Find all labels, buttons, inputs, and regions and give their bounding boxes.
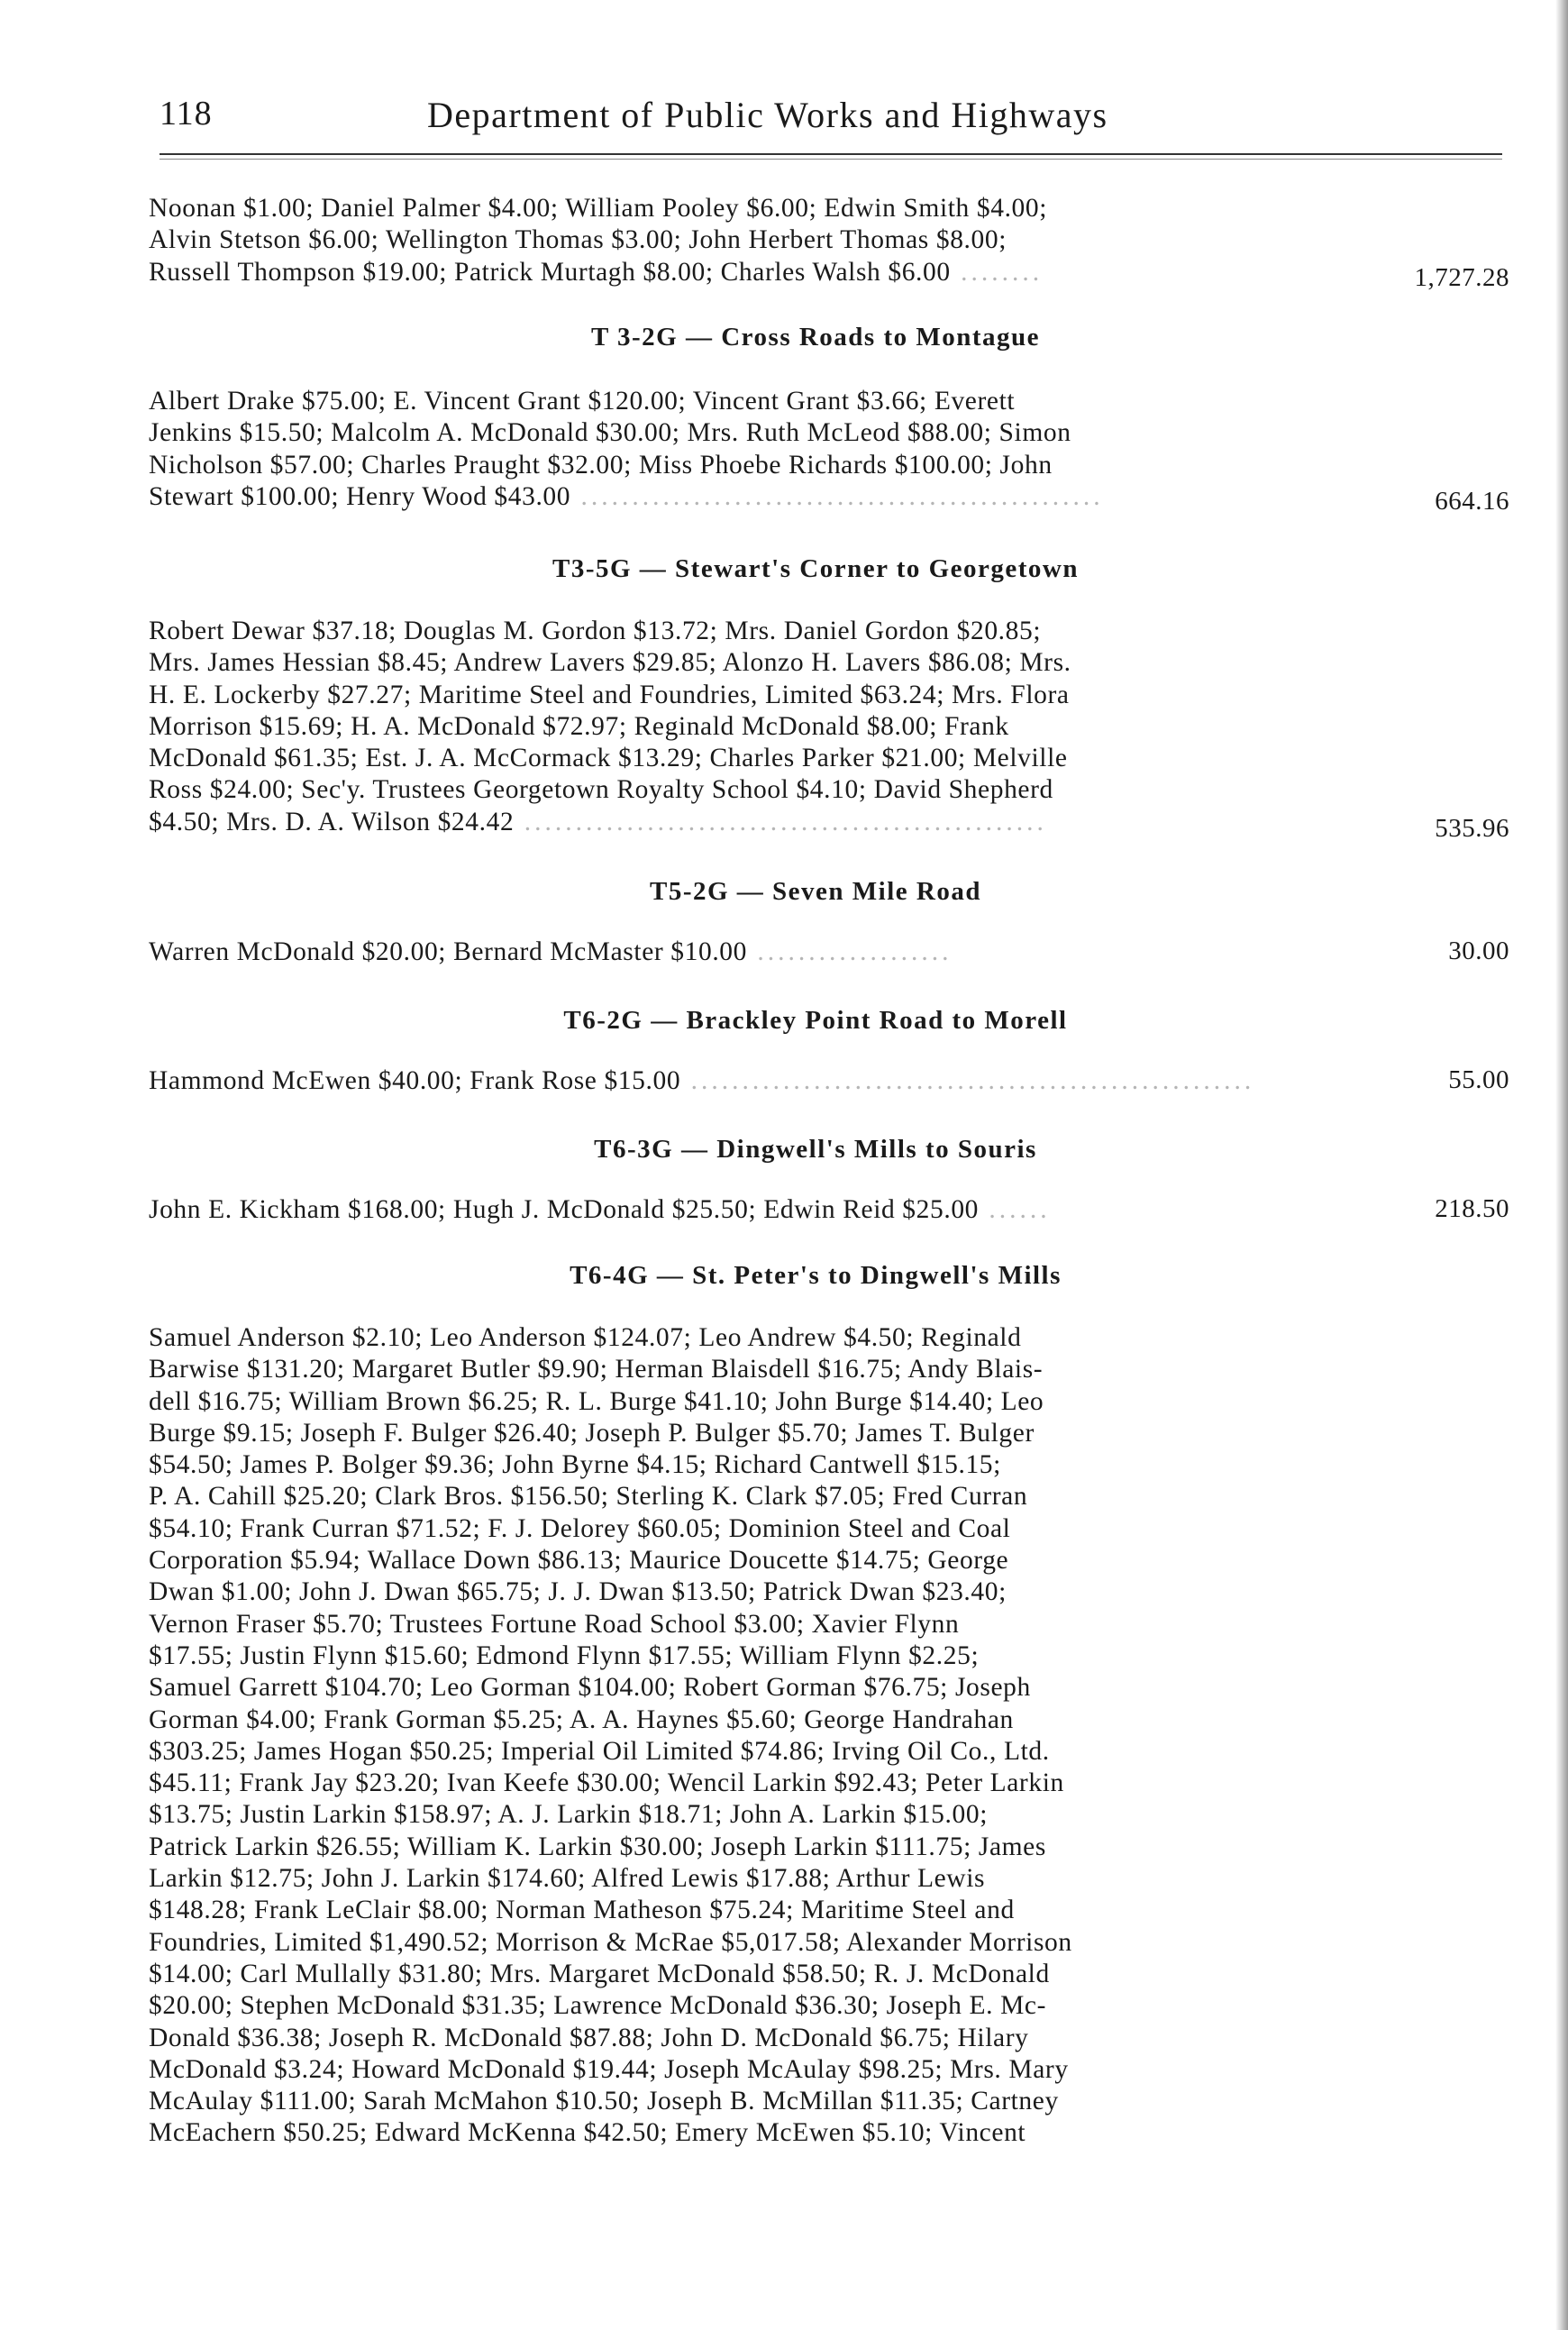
entry-line: $4.50; Mrs. D. A. Wilson $24.42 ................................................... [149, 807, 1047, 836]
page-edge-shadow [1555, 0, 1568, 2330]
entry-line: McEachern $50.25; Edward McKenna $42.50; Emery McEwen $5.10; Vincent [149, 2118, 1026, 2148]
entry-line: P. A. Cahill $25.20; Clark Bros. $156.50; Sterling K. Clark $7.05; Fred Curran [149, 1482, 1028, 1512]
entry-line: Dwan $1.00; John J. Dwan $65.75; J. J. Dwan $13.50; Patrick Dwan $23.40; [149, 1577, 1007, 1607]
entry-line: Russell Thompson $19.00; Patrick Murtagh $8.00; Charles Walsh $6.00 ........ [149, 257, 1044, 287]
section-total: 55.00 [1448, 1065, 1509, 1094]
entry-line: Larkin $12.75; John J. Larkin $174.60; Alfred Lewis $17.88; Arthur Lewis [149, 1864, 986, 1894]
entry-line: $54.50; James P. Bolger $9.36; John Byrne $4.15; Richard Cantwell $15.15; [149, 1450, 1001, 1480]
section-entries [149, 386, 1320, 513]
section-entries [149, 616, 1320, 838]
entry-line: Barwise $131.20; Margaret Butler $9.90; Herman Blaisdell $16.75; Andy Blais- [149, 1355, 1044, 1384]
section-total: 1,727.28 [1414, 263, 1509, 292]
running-title: Department of Public Works and Highways [427, 95, 1108, 135]
entry-line: Ross $24.00; Sec'y. Trustees Georgetown Royalty School $4.10; David Shepherd [149, 775, 1053, 805]
entry-line: Gorman $4.00; Frank Gorman $5.25; A. A. Haynes $5.60; George Handrahan [149, 1704, 1014, 1734]
entry-line: $13.75; Justin Larkin $158.97; A. J. Larkin $18.71; John A. Larkin $15.00; [149, 1800, 988, 1830]
entry-line: Morrison $15.69; H. A. McDonald $72.97; Reginald McDonald $8.00; Frank [149, 711, 1009, 741]
entry-line: Stewart $100.00; Henry Wood $43.00 ................................................... [149, 481, 1104, 511]
section-t6-2g [149, 1006, 1509, 1095]
section-entries [149, 1194, 1320, 1226]
section-t3-2g [149, 323, 1509, 516]
section-t6-4g [149, 1261, 1509, 2148]
entry-line: John E. Kickham $168.00; Hugh J. McDonald $25.50; Edwin Reid $25.00 ...... [149, 1195, 1051, 1224]
section-entries [149, 937, 1320, 968]
entry-line: Mrs. James Hessian $8.45; Andrew Lavers $29.85; Alonzo H. Lavers $86.08; Mrs. [149, 648, 1071, 678]
section-entries [149, 1065, 1320, 1097]
section-entries [149, 1322, 1320, 2150]
page-number: 118 [160, 95, 213, 132]
entry-line: Hammond McEwen $40.00; Frank Rose $15.00 ....................................................... [149, 1066, 1255, 1095]
entry-line: Patrick Larkin $26.55; William K. Larkin $30.00; Joseph Larkin $111.75; James [149, 1832, 1046, 1861]
section-heading: T6-3G — Dingwell's Mills to Souris [594, 1135, 1037, 1164]
page-header [160, 94, 1250, 144]
entry-line: Robert Dewar $37.18; Douglas M. Gordon $13.72; Mrs. Daniel Gordon $20.85; [149, 617, 1042, 645]
entry-line: Albert Drake $75.00; E. Vincent Grant $120.00; Vincent Grant $3.66; Everett [149, 387, 1016, 416]
entry-line: Warren McDonald $20.00; Bernard McMaster $10.00 ................... [149, 937, 953, 966]
entry-line: Jenkins $15.50; Malcolm A. McDonald $30.00; Mrs. Ruth McLeod $88.00; Simon [149, 418, 1071, 448]
section-entries [149, 193, 1320, 288]
entry-line: Foundries, Limited $1,490.52; Morrison & McRae $5,017.58; Alexander Morrison [149, 1927, 1072, 1957]
entry-line: McDonald $61.35; Est. J. A. McCormack $13.29; Charles Parker $21.00; Melville [149, 744, 1068, 773]
entry-line: Vernon Fraser $5.70; Trustees Fortune Road School $3.00; Xavier Flynn [149, 1609, 960, 1639]
header-rule-thin [160, 159, 1502, 160]
entry-line: H. E. Lockerby $27.27; Maritime Steel and Foundries, Limited $63.24; Mrs. Flora [149, 680, 1070, 709]
section-heading: T6-2G — Brackley Point Road to Morell [563, 1006, 1068, 1035]
section-heading: T6-4G — St. Peter's to Dingwell's Mills [570, 1261, 1062, 1290]
entry-line: McDonald $3.24; Howard McDonald $19.44; Joseph McAulay $98.25; Mrs. Mary [149, 2054, 1069, 2084]
section-total: 664.16 [1435, 487, 1509, 516]
entry-line: Alvin Stetson $6.00; Wellington Thomas $3.00; John Herbert Thomas $8.00; [149, 225, 1007, 255]
header-rule [160, 153, 1502, 155]
entry-line: Samuel Anderson $2.10; Leo Anderson $124.07; Leo Andrew $4.50; Reginald [149, 1323, 1022, 1352]
entry-line: dell $16.75; William Brown $6.25; R. L. Burge $41.10; John Burge $14.40; Leo [149, 1386, 1044, 1416]
entry-line: $14.00; Carl Mullally $31.80; Mrs. Margaret McDonald $58.50; R. J. McDonald [149, 1959, 1050, 1988]
section-total: 535.96 [1435, 814, 1509, 843]
section-heading: T5-2G — Seven Mile Road [650, 877, 981, 906]
entry-line: $20.00; Stephen McDonald $31.35; Lawrence McDonald $36.30; Joseph E. Mc- [149, 1991, 1047, 2021]
entry-line: Nicholson $57.00; Charles Praught $32.00; Miss Phoebe Richards $100.00; John [149, 450, 1053, 480]
entry-line: McAulay $111.00; Sarah McMahon $10.50; Joseph B. McMillan $11.35; Cartney [149, 2087, 1059, 2116]
entry-line: Donald $36.38; Joseph R. McDonald $87.88; John D. McDonald $6.75; Hilary [149, 2023, 1029, 2052]
entry-line: $45.11; Frank Jay $23.20; Ivan Keefe $30.00; Wencil Larkin $92.43; Peter Larkin [149, 1768, 1064, 1798]
section-t6-3g [149, 1135, 1509, 1224]
entry-line: Corporation $5.94; Wallace Down $86.13; Maurice Doucette $14.75; George [149, 1546, 1009, 1576]
entry-line: $303.25; James Hogan $50.25; Imperial Oil Limited $74.86; Irving Oil Co., Ltd. [149, 1736, 1050, 1766]
section-heading: T3-5G — Stewart's Corner to Georgetown [552, 554, 1079, 583]
section-t3-5g [149, 554, 1509, 843]
section-total: 218.50 [1435, 1194, 1509, 1223]
entry-line: Samuel Garrett $104.70; Leo Gorman $104.00; Robert Gorman $76.75; Joseph [149, 1673, 1031, 1703]
entry-line: $54.10; Frank Curran $71.52; F. J. Delorey $60.05; Dominion Steel and Coal [149, 1513, 1011, 1543]
section-t5-2g [149, 877, 1509, 966]
entry-line: $17.55; Justin Flynn $15.60; Edmond Flynn $17.55; William Flynn $2.25; [149, 1640, 980, 1670]
entry-line: $148.28; Frank LeClair $8.00; Norman Matheson $75.24; Maritime Steel and [149, 1896, 1015, 1925]
entry-line: Burge $9.15; Joseph F. Bulger $26.40; Joseph P. Bulger $5.70; James T. Bulger [149, 1418, 1035, 1448]
section-heading: T 3-2G — Cross Roads to Montague [590, 323, 1041, 352]
entry-line: Noonan $1.00; Daniel Palmer $4.00; William Pooley $6.00; Edwin Smith $4.00; [149, 194, 1048, 223]
section-total: 30.00 [1448, 937, 1509, 965]
